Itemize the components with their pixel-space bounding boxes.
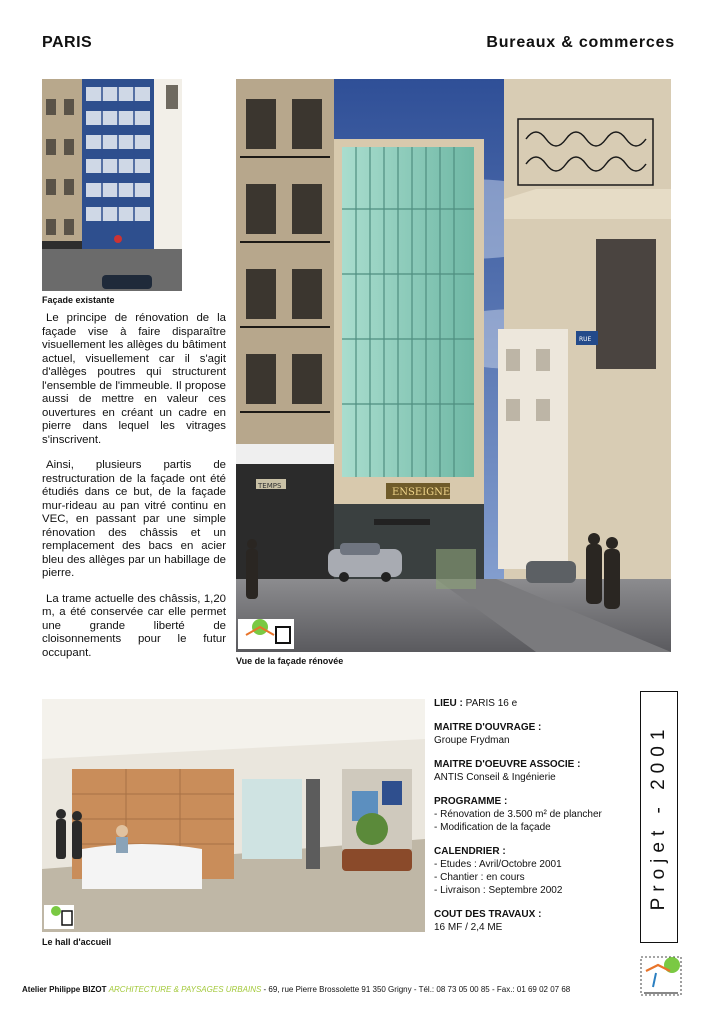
programme-label: PROGRAMME : bbox=[434, 796, 508, 807]
footer-address: - 69, rue Pierre Brossolette 91 350 Grigny - Tél.: 08 73 05 00 85 - Fax.: 01 69 02 07 68 bbox=[263, 985, 571, 994]
renovated-facade-caption: Vue de la façade rénovée bbox=[236, 656, 344, 666]
street-sign-text: RUE bbox=[579, 336, 592, 343]
project-year-box bbox=[640, 691, 678, 943]
lobby-image bbox=[42, 699, 425, 932]
existing-facade-photo bbox=[42, 79, 182, 291]
maitre-oeuvre-value: ANTIS Conseil & Ingénierie bbox=[434, 772, 556, 783]
footer bbox=[22, 985, 570, 994]
maitre-ouvrage-value: Groupe Frydman bbox=[434, 735, 510, 746]
header-city: PARIS bbox=[42, 34, 93, 51]
maitre-ouvrage-label: MAITRE D'OUVRAGE : bbox=[434, 722, 542, 733]
enseigne-sign-text: ENSEIGNE bbox=[392, 487, 451, 498]
calendrier-item: - Chantier : en cours bbox=[434, 872, 525, 883]
footer-firm: Atelier Philippe BIZOT bbox=[22, 985, 107, 994]
maitre-oeuvre-block bbox=[434, 758, 634, 784]
project-year-label: Projet - 2001 bbox=[648, 723, 669, 911]
tenant-sign-text: TEMPS bbox=[258, 482, 282, 490]
renovated-facade-image bbox=[236, 79, 671, 652]
firm-logo bbox=[640, 955, 684, 997]
programme-item: - Modification de la façade bbox=[434, 822, 551, 833]
project-description bbox=[42, 312, 226, 672]
cout-block bbox=[434, 908, 634, 934]
calendrier-item: - Livraison : Septembre 2002 bbox=[434, 885, 563, 896]
maitre-ouvrage-block bbox=[434, 721, 634, 747]
description-paragraph-1: Le principe de rénovation de la façade vise à faire disparaître visuellement les allèges du bâtiment actuel, visuellement car il s'agit d'allèges poutres qui structurent l'ensemble de l'immeuble. Il propose aussi de mettre en valeur ces ouvertures en créant un cadre en pierre dans lequel les vitrages s'inscrivent. bbox=[42, 312, 226, 446]
lieu-label: LIEU : bbox=[434, 698, 463, 709]
maitre-oeuvre-label: MAITRE D'OEUVRE ASSOCIE : bbox=[434, 759, 581, 770]
calendrier-label: CALENDRIER : bbox=[434, 846, 506, 857]
lobby-caption: Le hall d'accueil bbox=[42, 937, 112, 947]
description-paragraph-3: La trame actuelle des châssis, 1,20 m, a été conservée car elle permet une grande liberté de cloisonnements pour le futur occupant. bbox=[42, 592, 226, 659]
footer-tagline: ARCHITECTURE & PAYSAGES URBAINS bbox=[108, 985, 262, 994]
calendrier-item: - Etudes : Avril/Octobre 2001 bbox=[434, 859, 562, 870]
description-paragraph-2: Ainsi, plusieurs partis de restructuration de la façade ont été étudiés dans ce but, de la façade mur-rideau au pan vitré continu en VEC, en passant par une simple rénovation des châssis et un remplacement des bacs en acier bleu des allèges par un habillage de pierre. bbox=[42, 459, 226, 579]
cout-value: 16 MF / 2,4 ME bbox=[434, 922, 503, 933]
cout-label: COUT DES TRAVAUX : bbox=[434, 909, 542, 920]
existing-facade-caption: Façade existante bbox=[42, 295, 115, 305]
programme-block bbox=[434, 795, 634, 834]
programme-item: - Rénovation de 3.500 m² de plancher bbox=[434, 809, 602, 820]
project-info bbox=[434, 697, 634, 945]
calendrier-block bbox=[434, 845, 634, 897]
header-category: Bureaux & commerces bbox=[486, 34, 675, 51]
lieu-block bbox=[434, 697, 634, 710]
lieu-value: PARIS 16 e bbox=[465, 698, 518, 709]
